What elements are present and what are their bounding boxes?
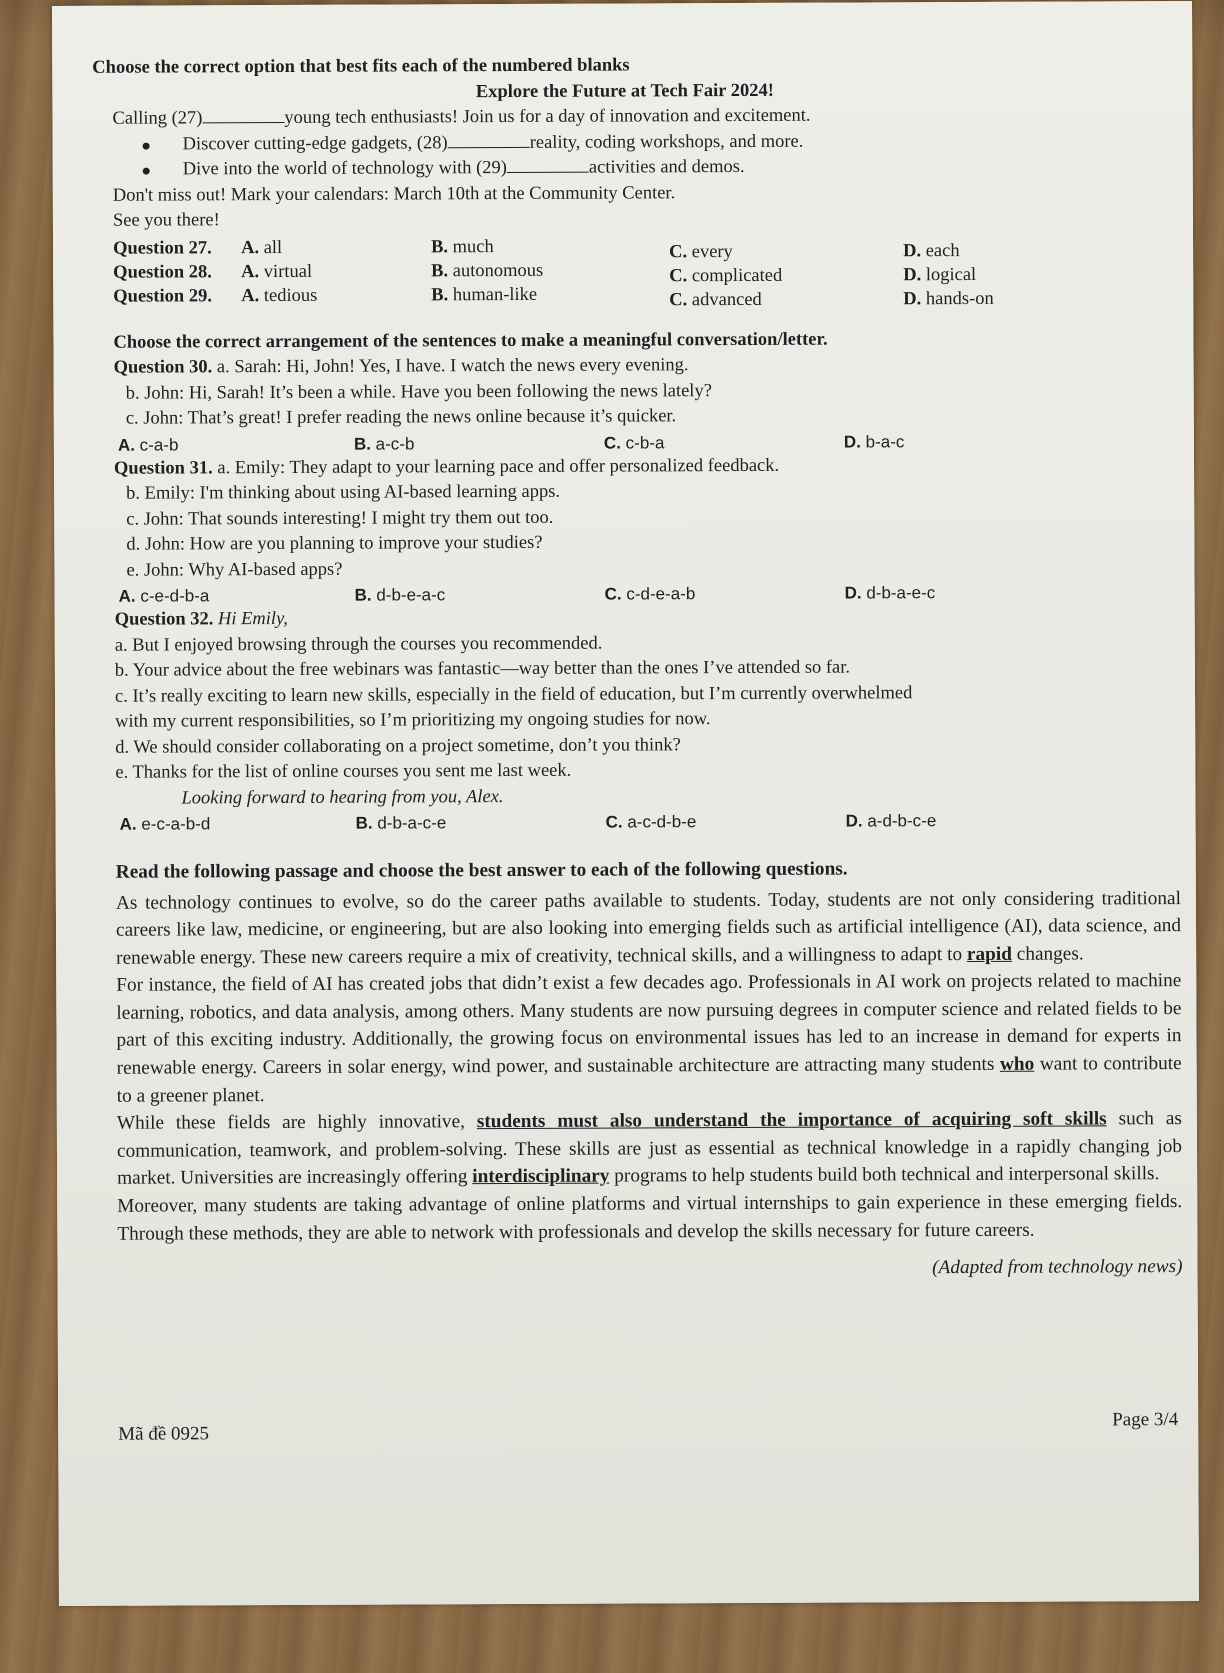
- passage-paragraph-1: As technology continues to evolve, so do the career paths available to students. Today, students are not only considering traditional careers like law, medicine, or engineering, but are also looking into emerging fields such as artificial intelligence (AI), data science, and renewable energy. These new careers require a mix of creativity, technical skills, and a willingness to adapt to rapid changes.: [115, 887, 1182, 969]
- question-31-e: e. John: Why AI-based apps?: [126, 559, 343, 581]
- blank-28: [448, 132, 530, 147]
- option-a[interactable]: virtual: [263, 261, 313, 282]
- question-30-b: b. John: Hi, Sarah! It’s been a while. Have you been following the news lately?: [125, 380, 712, 404]
- section3-instruction: Read the following passage and choose the best answer to each of the following questions.: [115, 858, 848, 883]
- option-a[interactable]: c-e-d-b-a: [140, 586, 210, 606]
- option-b[interactable]: d-b-a-c-e: [377, 813, 447, 833]
- page-content: [92, 51, 1183, 1285]
- question-32-closing: Looking forward to hearing from you, Alex.: [181, 786, 504, 808]
- option-d[interactable]: hands-on: [925, 288, 994, 309]
- exam-page: [52, 1, 1199, 1606]
- passage-paragraph-3: While these fields are highly innovative, students must also understand the importance of acquiring soft skills such as communication, teamwork, and problem-solving. These skills are just as essential as technical knowledge in a rapidly changing job market. Universities are increasingly offering interdisciplinary programs to help students build both technical and interpersonal skills.: [116, 1108, 1183, 1190]
- option-a[interactable]: all: [263, 237, 283, 258]
- option-c[interactable]: a-c-d-b-e: [627, 812, 697, 832]
- option-d[interactable]: d-b-a-e-c: [866, 583, 936, 603]
- question-label: Question 27.: [113, 237, 212, 259]
- question-27: Question 27. A. all B. much C. every D. each: [113, 236, 960, 262]
- question-31-b: b. Emily: I'm thinking about using AI-based learning apps.: [126, 481, 561, 504]
- question-32-label: Question 32. Hi Emily,: [114, 608, 288, 630]
- option-d[interactable]: b-a-c: [865, 431, 905, 451]
- ad-line-27: Calling (27) young tech enthusiasts! Join us for a day of innovation and excitement.: [112, 105, 811, 129]
- option-a[interactable]: c-a-b: [139, 434, 179, 455]
- question-label: Question 28.: [113, 261, 212, 283]
- option-d[interactable]: logical: [925, 264, 977, 285]
- question-30-options: A. c-a-b B. a-c-b C. c-b-a D. b-a-c: [117, 431, 905, 455]
- option-c[interactable]: complicated: [691, 265, 783, 286]
- ad-bullet-28: Discover cutting-edge gadgets, (28) reality, coding workshops, and more.: [113, 128, 1178, 158]
- question-32-c2: with my current responsibilities, so I’m prioritizing my ongoing studies for now.: [115, 709, 711, 732]
- bullet-icon: [143, 142, 150, 149]
- exam-code: Mã đề 0925: [118, 1423, 210, 1445]
- ad-title: Explore the Future at Tech Fair 2024!: [475, 80, 774, 102]
- passage-paragraph-2: For instance, the field of AI has created jobs that didn’t exist a few decades ago. Professionals in AI work on projects related to machine learning, robotics, and data analysis, among others. Many students are now pursuing degrees in computer science and related fields to be part of this exciting industry. Additionally, the growing focus on environmental issues has led to an increase in demand for experts in renewable energy. Careers in solar energy, wind power, and sustainable architecture are attracting many students who want to contribute to a greener planet.: [116, 970, 1182, 1107]
- question-30-c: c. John: That’s great! I prefer reading the news online because it’s quicker.: [125, 406, 677, 429]
- option-a[interactable]: e-c-a-b-d: [141, 814, 211, 834]
- option-c[interactable]: advanced: [691, 289, 762, 310]
- ad-line-see: See you there!: [112, 210, 220, 231]
- option-c[interactable]: c-d-e-a-b: [626, 584, 696, 604]
- page-footer: [118, 1409, 1179, 1445]
- option-d[interactable]: a-d-b-c-e: [867, 811, 937, 831]
- question-29: Question 29. A. tedious B. human-like C. advanced D. hands-on: [113, 284, 994, 310]
- option-d[interactable]: each: [925, 240, 960, 261]
- option-b[interactable]: a-c-b: [375, 433, 415, 454]
- passage-paragraph-4: Moreover, many students are taking advantage of online platforms and virtual internships to gain experience in these emerging fields. Through these methods, they are able to network with professionals and develop the skills necessary for future careers.: [117, 1191, 1183, 1245]
- option-b[interactable]: d-b-e-a-c: [376, 585, 446, 605]
- question-label: Question 29.: [113, 285, 212, 307]
- question-31-d: d. John: How are you planning to improve your studies?: [126, 532, 543, 555]
- option-a[interactable]: tedious: [263, 285, 318, 306]
- question-32-c1: c. It’s really exciting to learn new skills, especially in the field of education, but I’m currently overwhelmed: [114, 682, 913, 707]
- option-b[interactable]: human-like: [452, 284, 538, 305]
- option-b[interactable]: autonomous: [452, 260, 544, 281]
- passage-source: (Adapted from technology news): [932, 1256, 1183, 1279]
- question-32-b: b. Your advice about the free webinars was fantastic—way better than the ones I’ve attended so far.: [114, 657, 851, 681]
- question-28: Question 28. A. virtual B. autonomous C. complicated D. logical: [113, 260, 977, 286]
- question-31-a: Question 31. a. Emily: They adapt to your learning pace and offer personalized feedback.: [113, 455, 780, 479]
- question-30-a: Question 30. a. Sarah: Hi, John! Yes, I have. I watch the news every evening.: [113, 355, 689, 378]
- section2-instruction: Choose the correct arrangement of the sentences to make a meaningful conversation/letter.: [113, 329, 828, 353]
- option-c[interactable]: c-b-a: [625, 432, 665, 453]
- ad-line-date: Don't miss out! Mark your calendars: March 10th at the Community Center.: [112, 182, 676, 206]
- question-32-options: A. e-c-a-b-d B. d-b-a-c-e C. a-c-d-b-e D. a-d-b-c-e: [119, 811, 937, 834]
- reading-passage: [116, 885, 1183, 1286]
- question-32-a: a. But I enjoyed browsing through the courses you recommended.: [114, 633, 603, 656]
- option-c[interactable]: every: [691, 241, 733, 262]
- blank-29: [507, 158, 589, 173]
- question-32-d: d. We should consider collaborating on a project sometime, don’t you think?: [115, 734, 681, 758]
- question-31-c: c. John: That sounds interesting! I might try them out too.: [126, 507, 554, 530]
- ad-bullet-29: Dive into the world of technology with (29) activities and demos.: [113, 153, 1178, 183]
- blank-27: [202, 108, 284, 123]
- question-31-options: A. c-e-d-b-a B. d-b-e-a-c C. c-d-e-a-b D. d-b-a-e-c: [118, 583, 936, 606]
- option-b[interactable]: much: [452, 236, 494, 257]
- bullet-icon: [143, 168, 150, 175]
- page-number: Page 3/4: [1112, 1409, 1179, 1431]
- question-32-e: e. Thanks for the list of online courses you sent me last week.: [115, 760, 572, 783]
- section1-instruction: Choose the correct option that best fits each of the numbered blanks: [92, 55, 630, 78]
